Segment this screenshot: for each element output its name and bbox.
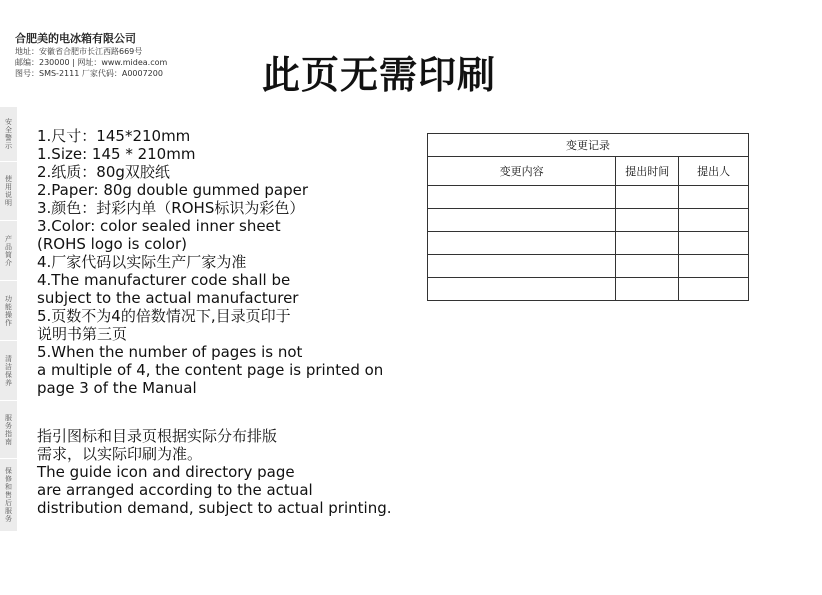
table-row — [428, 209, 749, 232]
company-postal-web: 邮编：230000 | 网址：www.midea.com — [15, 58, 168, 67]
table-cell[interactable] — [679, 255, 749, 278]
table-cell[interactable] — [428, 232, 616, 255]
sidebar-tab-cleaning[interactable] — [0, 341, 17, 401]
table-cell[interactable] — [428, 186, 616, 209]
sidebar-tab-label: 保修和售后服务 — [5, 467, 12, 523]
note-line: 说明书第三页 — [37, 325, 128, 343]
column-header-submitter: 提出人 — [679, 157, 749, 186]
sidebar-tab-label: 产品简介 — [5, 234, 12, 267]
note-line: a multiple of 4, the content page is printed on — [37, 361, 384, 379]
table-row — [428, 186, 749, 209]
spacer — [37, 397, 397, 427]
guide-line: are arranged according to the actual — [37, 481, 313, 499]
sidebar-tab-label: 清洁保养 — [5, 354, 12, 387]
note-line: 1.尺寸：145*210mm — [37, 127, 191, 145]
note-line: (ROHS logo is color) — [37, 235, 187, 253]
note-line: 5.页数不为4的倍数情况下,目录页印于 — [37, 307, 291, 325]
note-line: 2.纸质：80g双胶纸 — [37, 163, 170, 181]
sidebar-tab-product[interactable] — [0, 221, 17, 281]
table-row — [428, 278, 749, 301]
guide-line: The guide icon and directory page — [37, 463, 295, 481]
drawing-codes: 图号：SMS-2111 厂家代码：A0007200 — [15, 69, 163, 78]
note-line: 3.Color: color sealed inner sheet — [37, 217, 281, 235]
sidebar-tab-label: 服务指南 — [5, 413, 12, 446]
sidebar-tab-function[interactable] — [0, 281, 17, 341]
table-cell[interactable] — [616, 232, 679, 255]
note-line: 3.颜色：封彩内单（ROHS标识为彩色） — [37, 199, 305, 217]
column-header-submit-time: 提出时间 — [616, 157, 679, 186]
table-row — [428, 255, 749, 278]
column-header-change-content: 变更内容 — [428, 157, 616, 186]
change-record-table — [427, 133, 749, 301]
note-line: subject to the actual manufacturer — [37, 289, 299, 307]
guide-line: 需求，以实际印刷为准。 — [37, 445, 203, 463]
sidebar-tab-service[interactable] — [0, 401, 17, 459]
sidebar-tab-usage[interactable] — [0, 162, 17, 221]
note-line: 4.厂家代码以实际生产厂家为准 — [37, 253, 247, 271]
sidebar-tab-label: 功能操作 — [5, 294, 12, 327]
table-cell[interactable] — [616, 209, 679, 232]
note-line: page 3 of the Manual — [37, 379, 197, 397]
table-cell[interactable] — [616, 278, 679, 301]
table-cell[interactable] — [679, 186, 749, 209]
note-line: 1.Size: 145 * 210mm — [37, 145, 196, 163]
company-address: 地址：安徽省合肥市长江西路669号 — [15, 47, 143, 56]
print-notes — [37, 127, 397, 517]
sidebar-tab-label: 安全警示 — [5, 118, 12, 150]
table-caption: 变更记录 — [428, 134, 749, 157]
table-cell[interactable] — [679, 232, 749, 255]
table-cell[interactable] — [616, 255, 679, 278]
table-cell[interactable] — [679, 209, 749, 232]
table-cell[interactable] — [428, 255, 616, 278]
sidebar-tab-label: 使用说明 — [5, 175, 12, 207]
page-title: 此页无需印刷 — [262, 53, 497, 97]
table-row — [428, 232, 749, 255]
note-line: 4.The manufacturer code shall be — [37, 271, 291, 289]
table-cell[interactable] — [679, 278, 749, 301]
table-cell[interactable] — [428, 209, 616, 232]
company-header — [15, 32, 255, 79]
sidebar-tab-safety[interactable] — [0, 107, 17, 162]
note-line: 5.When the number of pages is not — [37, 343, 303, 361]
table-cell[interactable] — [428, 278, 616, 301]
note-line: 2.Paper: 80g double gummed paper — [37, 181, 309, 199]
sidebar-tab-warranty[interactable] — [0, 459, 17, 532]
guide-line: 指引图标和目录页根据实际分布排版 — [37, 427, 278, 445]
guide-line: distribution demand, subject to actual printing. — [37, 499, 392, 517]
company-name: 合肥美的电冰箱有限公司 — [15, 32, 136, 45]
table-cell[interactable] — [616, 186, 679, 209]
